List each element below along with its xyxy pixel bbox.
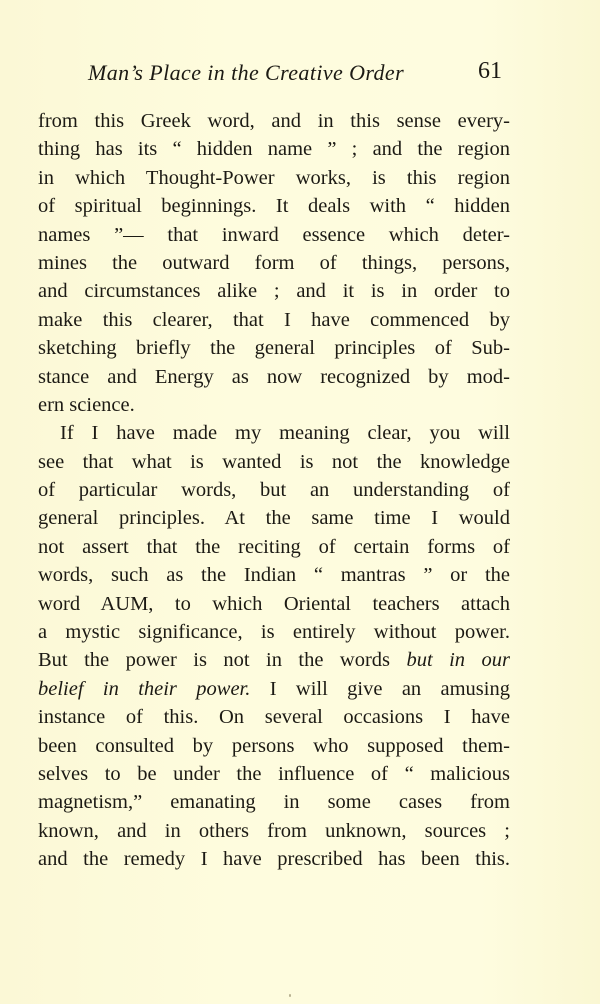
text-line: words, such as the Indian “ mantras ” or the xyxy=(38,564,510,587)
text-line: from this Greek word, and in this sense every- xyxy=(38,110,510,132)
text-line: been consulted by persons who supposed them- xyxy=(38,734,510,757)
text-line: a mystic significance, is entirely without power. xyxy=(38,621,510,644)
text-line: instance of this. On several occasions I have xyxy=(38,706,510,729)
running-head xyxy=(0,58,600,92)
text-line-mixed xyxy=(38,646,510,674)
text-segment-roman: I will give an amusing xyxy=(269,677,510,700)
text-line: magnetism,” emanating in some cases from xyxy=(38,791,510,814)
text-segment-italic: but in our xyxy=(406,649,510,672)
text-line: general principles. At the same time I would xyxy=(38,507,510,530)
text-line: not assert that the reciting of certain forms of xyxy=(38,535,510,558)
paper-speck xyxy=(289,994,291,997)
text-line: in which Thought-Power works, is this region xyxy=(38,166,510,189)
text-line: If I have made my meaning clear, you will xyxy=(60,422,510,445)
text-line: of spiritual beginnings. It deals with “ hidden xyxy=(38,195,510,218)
text-line: known, and in others from unknown, sources ; xyxy=(38,819,510,842)
text-segment-roman: But the power is not in the words xyxy=(38,649,391,672)
text-line: see that what is wanted is not the knowledge xyxy=(38,450,510,473)
text-line: and circumstances alike ; and it is in order to xyxy=(38,280,510,303)
text-line-mixed xyxy=(38,675,510,703)
page-number: 61 xyxy=(478,58,502,84)
text-line: thing has its “ hidden name ” ; and the region xyxy=(38,138,510,161)
text-line: names ”— that inward essence which deter- xyxy=(38,223,510,246)
text-line: make this clearer, that I have commenced by xyxy=(38,308,510,331)
text-segment-italic: belief in their power. xyxy=(38,677,251,700)
text-line: and the remedy I have prescribed has been this. xyxy=(38,848,510,871)
text-line: sketching briefly the general principles of Sub- xyxy=(38,337,510,360)
body-text xyxy=(38,107,510,874)
text-line: of particular words, but an understanding of xyxy=(38,479,510,502)
text-line: mines the outward form of things, persons, xyxy=(38,251,510,274)
running-head-title: Man’s Place in the Creative Order xyxy=(88,60,405,85)
text-line: word AUM, to which Oriental teachers attach xyxy=(38,592,510,615)
text-line: ern science. xyxy=(38,393,135,416)
text-line: stance and Energy as now recognized by mod- xyxy=(38,365,510,388)
text-line: selves to be under the influence of “ malicious xyxy=(38,762,510,785)
